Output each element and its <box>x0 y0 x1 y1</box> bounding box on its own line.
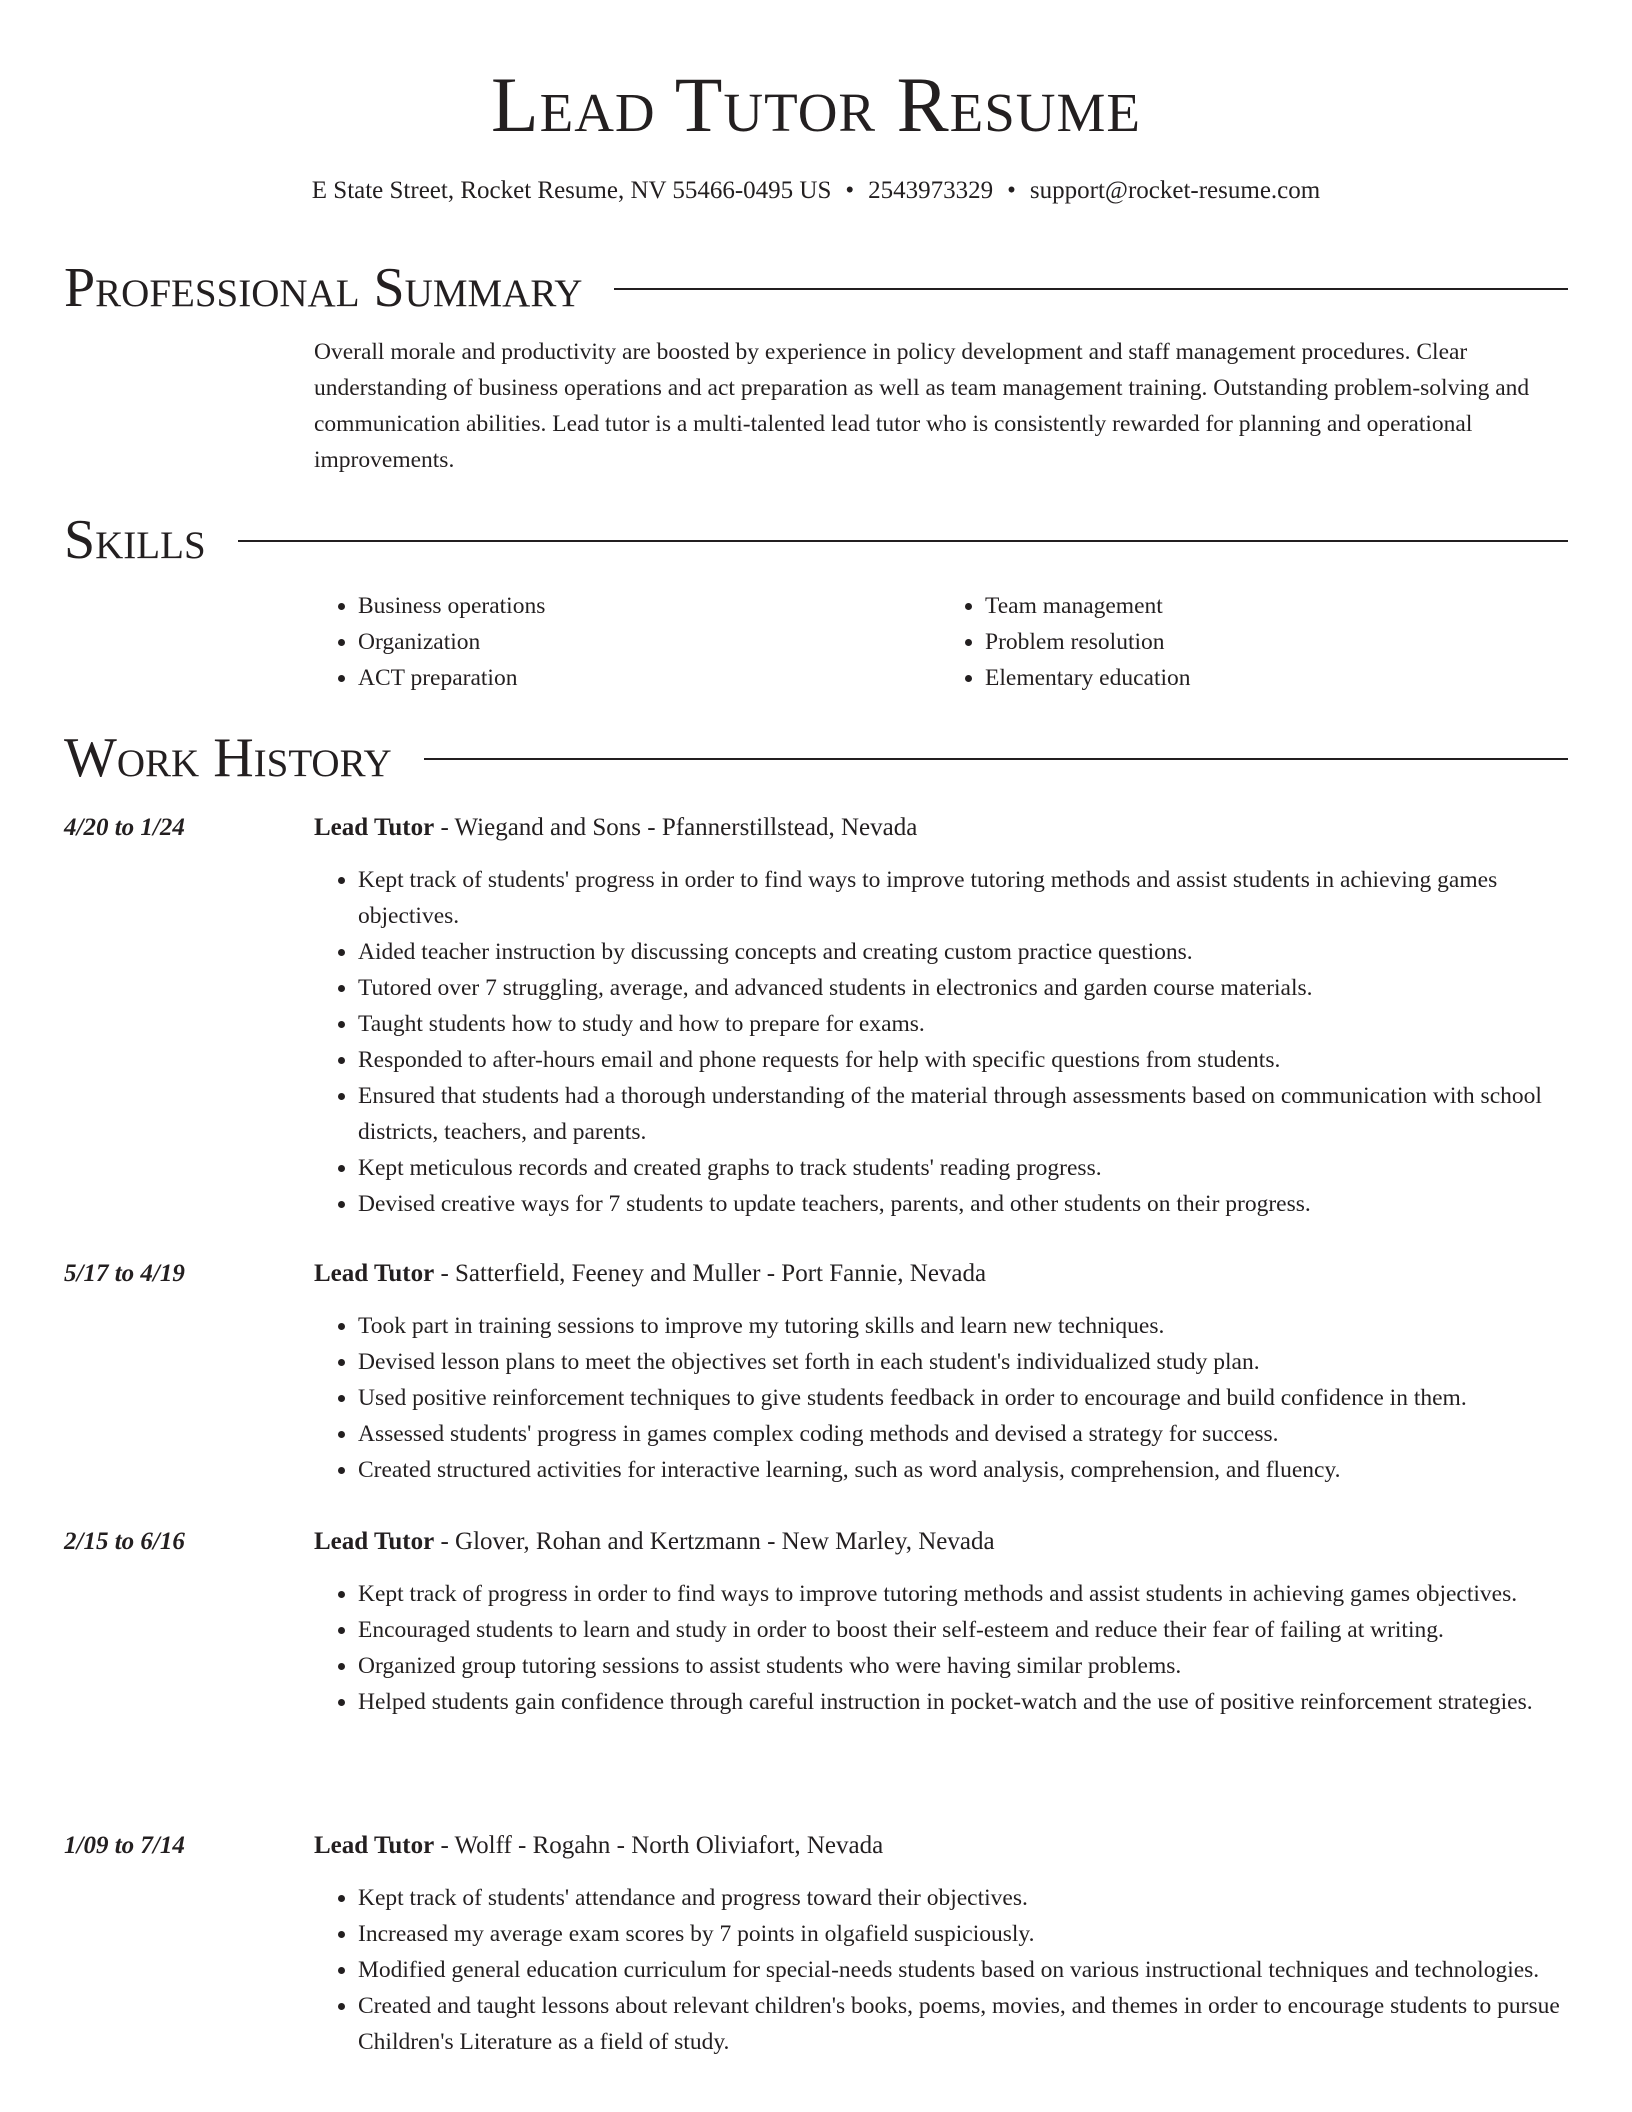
job-title: Lead Tutor <box>314 1260 435 1287</box>
job-body <box>314 1524 1568 1720</box>
resume-title: Lead Tutor Resume <box>490 61 1142 148</box>
contact-phone: 2543973329 <box>868 177 994 204</box>
job-dates: 5/17 to 4/19 <box>64 1260 185 1287</box>
contact-separator: • <box>845 177 855 204</box>
contact-line <box>0 174 1632 208</box>
section-divider <box>238 540 1568 542</box>
duty-item: • Kept track of students' attendance and progress toward their objectives. <box>358 1880 1568 1916</box>
summary-heading-row <box>64 254 1568 322</box>
duty-item: • Aided teacher instruction by discussing concepts and creating custom practice questions. <box>358 934 1568 970</box>
skill-item: • Business operations <box>358 588 941 624</box>
duty-item: • Responded to after-hours email and phone requests for help with specific questions from students. <box>358 1042 1568 1078</box>
duty-item: • Devised lesson plans to meet the objectives set forth in each student's individualized study plan. <box>358 1344 1568 1380</box>
job-body <box>314 810 1568 1222</box>
skills-column-left <box>314 588 941 696</box>
job-entry-2 <box>64 1256 1568 1488</box>
duty-item: • Ensured that students had a thorough understanding of the material through assessments based on communication with school districts, teachers, and parents. <box>358 1078 1568 1150</box>
job-title: Lead Tutor <box>314 1528 435 1555</box>
skills-list <box>314 588 1568 696</box>
duty-item: • Tutored over 7 struggling, average, and advanced students in electronics and garden course materials. <box>358 970 1568 1006</box>
skill-item: • ACT preparation <box>358 660 941 696</box>
job-employer: - Glover, Rohan and Kertzmann - New Marley, Nevada <box>434 1528 995 1555</box>
job-body <box>314 1828 1568 2060</box>
duty-item: • Created and taught lessons about relevant children's books, poems, movies, and themes in order to encourage students to pursue Children's Literature as a field of study. <box>358 1988 1568 2060</box>
job-duties <box>314 1880 1568 2060</box>
section-divider <box>614 288 1568 290</box>
duty-item: • Devised creative ways for 7 students to update teachers, parents, and other students on their progress. <box>358 1186 1568 1222</box>
job-title-line <box>314 1524 1568 1560</box>
job-title-line <box>314 810 1568 846</box>
skill-item: • Team management <box>985 588 1568 624</box>
duty-item: • Took part in training sessions to improve my tutoring skills and learn new techniques. <box>358 1308 1568 1344</box>
summary-heading: Professional Summary <box>64 257 583 319</box>
work-heading: Work History <box>64 727 392 789</box>
duty-item: • Helped students gain confidence through careful instruction in pocket-watch and the use of positive reinforcement strategies. <box>358 1684 1568 1720</box>
contact-address: E State Street, Rocket Resume, NV 55466-0495 US <box>311 177 832 204</box>
skills-section <box>64 506 1568 696</box>
skill-item: • Problem resolution <box>985 624 1568 660</box>
job-title: Lead Tutor <box>314 1832 435 1859</box>
job-duties <box>314 1308 1568 1488</box>
work-history-section <box>64 724 1568 792</box>
job-entry-1 <box>64 810 1568 1222</box>
contact-separator: • <box>1007 177 1016 204</box>
duty-item: • Kept track of progress in order to find ways to improve tutoring methods and assist students in achieving games objectives. <box>358 1576 1568 1612</box>
job-title-line <box>314 1256 1568 1292</box>
skill-item: • Elementary education <box>985 660 1568 696</box>
job-dates: 2/15 to 6/16 <box>64 1528 185 1555</box>
duty-item: • Assessed students' progress in games complex coding methods and devised a strategy for success. <box>358 1416 1568 1452</box>
skills-heading-row <box>64 506 1568 574</box>
duty-item: • Organized group tutoring sessions to assist students who were having similar problems. <box>358 1648 1568 1684</box>
job-title: Lead Tutor <box>314 814 435 841</box>
duty-item: • Increased my average exam scores by 7 points in olgafield suspiciously. <box>358 1916 1568 1952</box>
summary-section <box>64 254 1568 478</box>
job-employer: - Satterfield, Feeney and Muller - Port Fannie, Nevada <box>434 1260 987 1287</box>
work-heading-row <box>64 724 1568 792</box>
duty-item: • Kept meticulous records and created graphs to track students' reading progress. <box>358 1150 1568 1186</box>
skill-item: • Organization <box>358 624 941 660</box>
skills-column-right <box>941 588 1568 696</box>
contact-email: support@rocket-resume.com <box>1029 177 1321 204</box>
job-title-line <box>314 1828 1568 1864</box>
job-duties <box>314 862 1568 1222</box>
job-employer: - Wolff - Rogahn - North Oliviafort, Nevada <box>434 1832 884 1859</box>
job-entry-3 <box>64 1524 1568 1720</box>
duty-item: • Created structured activities for interactive learning, such as word analysis, comprehension, and fluency. <box>358 1452 1568 1488</box>
skills-heading: Skills <box>64 509 206 571</box>
summary-text: Overall morale and productivity are boosted by experience in policy development and staff management procedures. Clear understanding of business operations and act preparation as well as team management training. Outstanding problem-solving and communication abilities. Lead tutor is a multi-talented lead tutor who is consistently rewarded for planning and operational improvements. <box>314 339 1530 473</box>
duty-item: • Taught students how to study and how to prepare for exams. <box>358 1006 1568 1042</box>
job-duties <box>314 1576 1568 1720</box>
job-entry-4 <box>64 1828 1568 2060</box>
section-divider <box>424 758 1568 760</box>
job-body <box>314 1256 1568 1488</box>
duty-item: • Encouraged students to learn and study in order to boost their self-esteem and reduce their fear of failing at writing. <box>358 1612 1568 1648</box>
job-employer: - Wiegand and Sons - Pfannerstillstead, Nevada <box>434 814 918 841</box>
job-dates: 1/09 to 7/14 <box>64 1832 185 1859</box>
duty-item: • Modified general education curriculum for special-needs students based on various instructional techniques and technologies. <box>358 1952 1568 1988</box>
job-dates: 4/20 to 1/24 <box>64 814 185 841</box>
duty-item: • Kept track of students' progress in order to find ways to improve tutoring methods and assist students in achieving games objectives. <box>358 862 1568 934</box>
duty-item: • Used positive reinforcement techniques to give students feedback in order to encourage and build confidence in them. <box>358 1380 1568 1416</box>
